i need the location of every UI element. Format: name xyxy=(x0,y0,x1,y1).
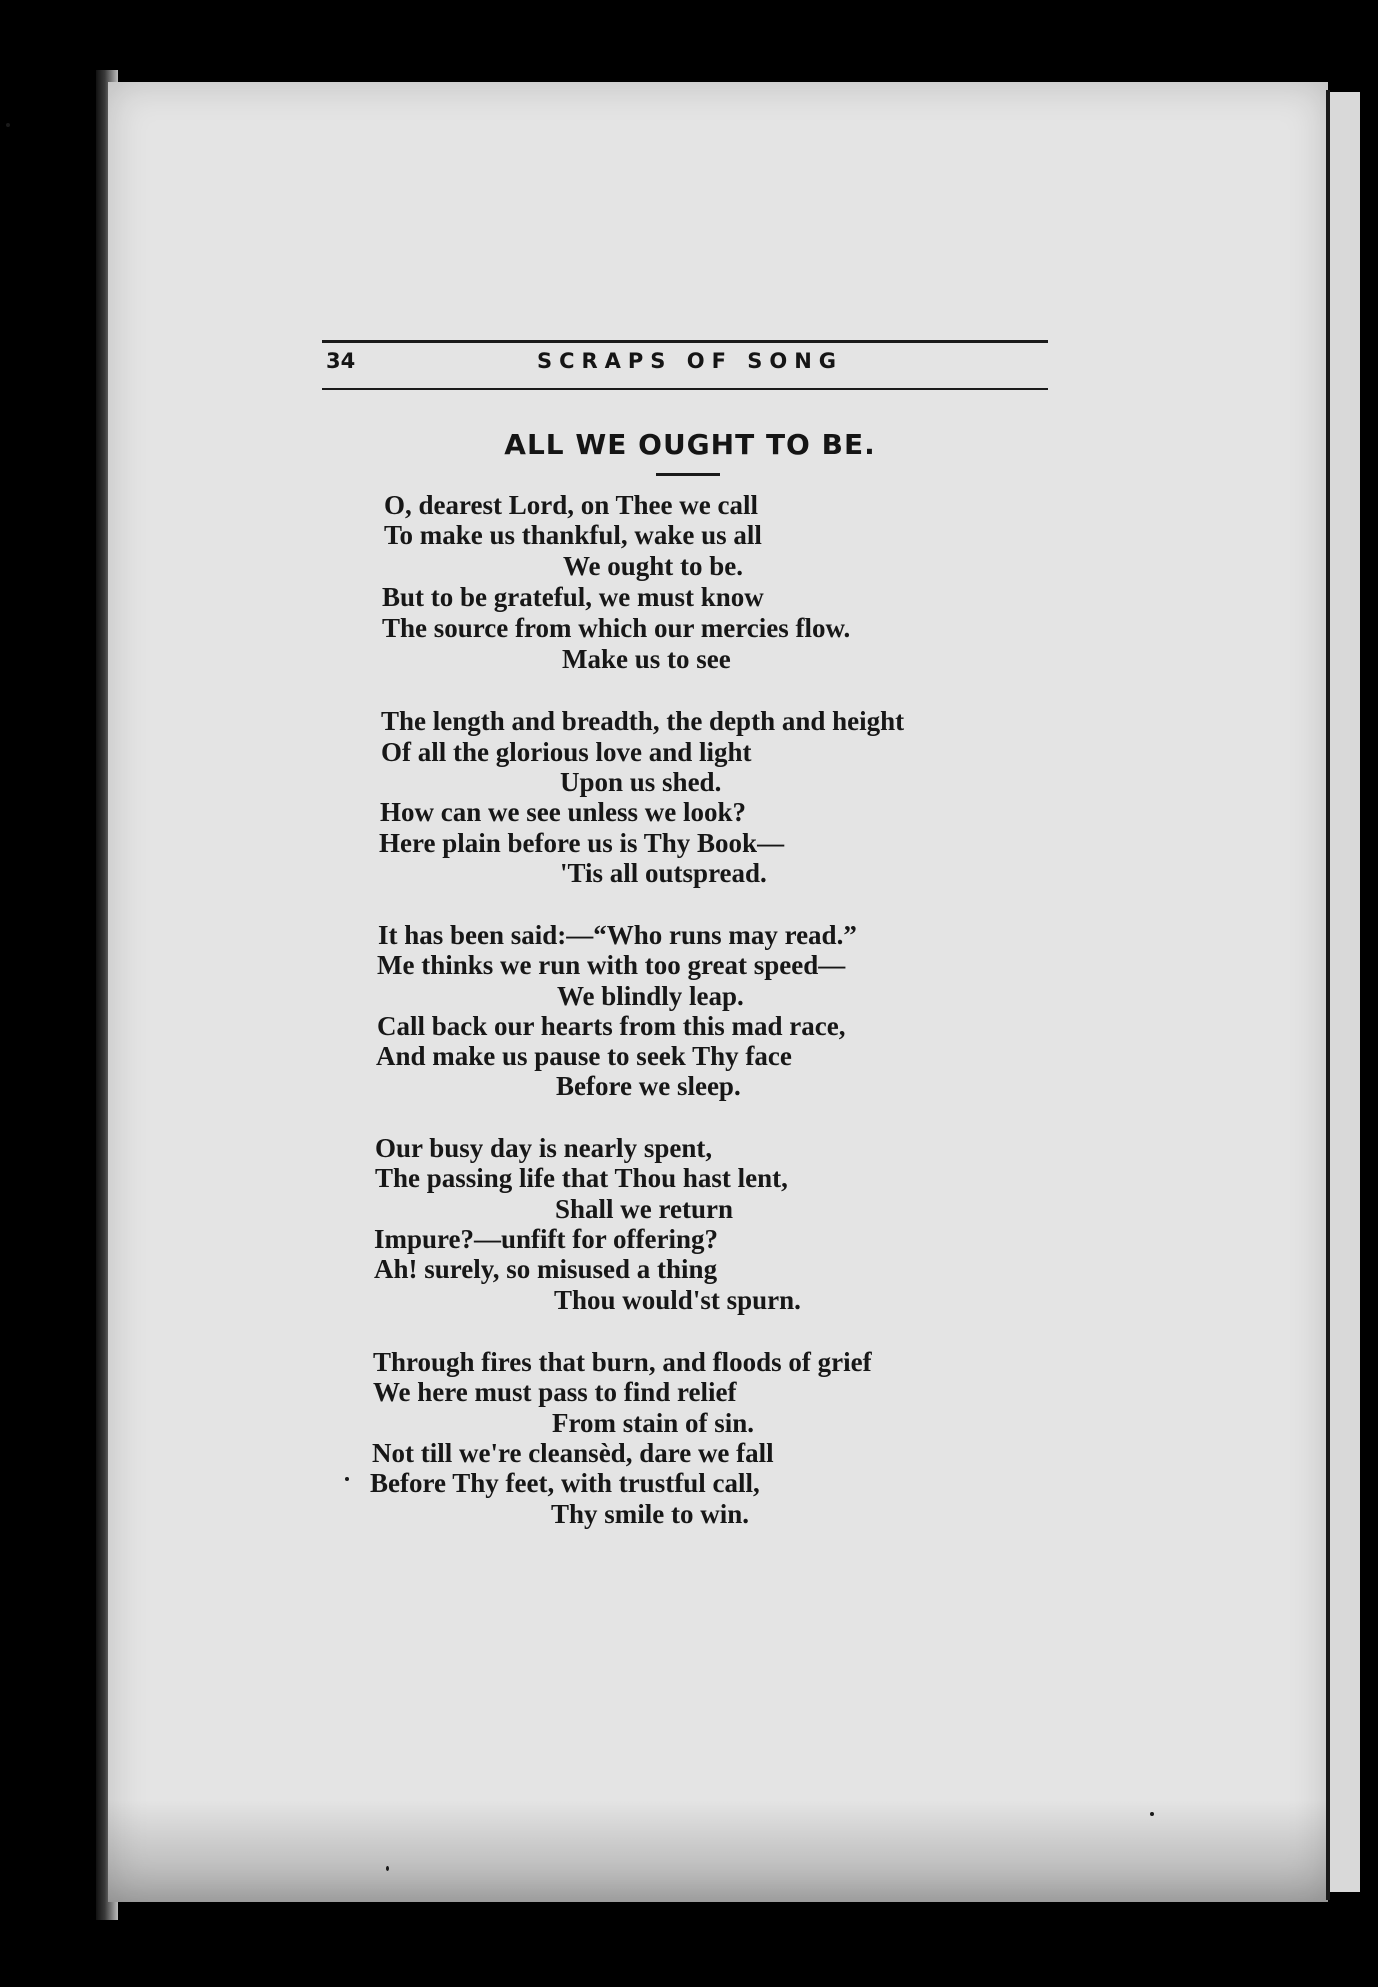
poem-line: The passing life that Thou hast lent, xyxy=(375,1163,788,1193)
running-head: SCRAPS OF SONG xyxy=(536,349,844,373)
poem-line: From stain of sin. xyxy=(552,1408,755,1438)
poem-line: Shall we return xyxy=(555,1194,734,1224)
scan-speck xyxy=(345,1477,349,1481)
poem-line: Through fires that burn, and floods of grief xyxy=(373,1347,872,1377)
poem-line: Of all the glorious love and light xyxy=(381,737,752,767)
poem-line: How can we see unless we look? xyxy=(380,797,746,827)
poem-line: Call back our hearts from this mad race, xyxy=(377,1011,846,1041)
page-number: 34 xyxy=(326,349,356,373)
poem-line: 'Tis all outspread. xyxy=(560,858,767,888)
poem-line: We blindly leap. xyxy=(557,981,744,1011)
poem-line: Ah! surely, so misused a thing xyxy=(374,1254,718,1284)
poem-line: We here must pass to find relief xyxy=(373,1377,737,1407)
poem-line: O, dearest Lord, on Thee we call xyxy=(384,490,758,520)
poem-line: And make us pause to seek Thy face xyxy=(376,1041,792,1071)
poem-line: Me thinks we run with too great speed— xyxy=(377,950,846,980)
scan-speck xyxy=(386,1866,389,1871)
poem-line: Make us to see xyxy=(562,644,731,674)
poem-title: ALL WE OUGHT TO BE. xyxy=(504,428,876,461)
poem-line: Impure?—unfift for offering? xyxy=(374,1224,718,1254)
poem-line: Thy smile to win. xyxy=(551,1499,750,1529)
poem-line: Thou would'st spurn. xyxy=(554,1285,801,1315)
poem-line: The source from which our mercies flow. xyxy=(382,613,851,643)
poem-line: Before Thy feet, with trustful call, xyxy=(370,1468,760,1498)
scan-speck xyxy=(6,123,10,127)
poem-line: But to be grateful, we must know xyxy=(382,582,764,612)
poem-line: The length and breadth, the depth and height xyxy=(381,706,905,736)
scan-speck xyxy=(1150,1812,1154,1816)
poem-line: We ought to be. xyxy=(563,551,744,581)
poem-line: Here plain before us is Thy Book— xyxy=(379,828,785,858)
poem-line: Our busy day is nearly spent, xyxy=(375,1133,713,1163)
poem-line: Before we sleep. xyxy=(556,1071,741,1101)
poem-line: To make us thankful, wake us all xyxy=(384,520,762,550)
poem-line: Not till we're cleansèd, dare we fall xyxy=(372,1438,774,1468)
poem-line: Upon us shed. xyxy=(560,767,722,797)
poem-line: It has been said:—“Who runs may read.” xyxy=(378,920,857,950)
